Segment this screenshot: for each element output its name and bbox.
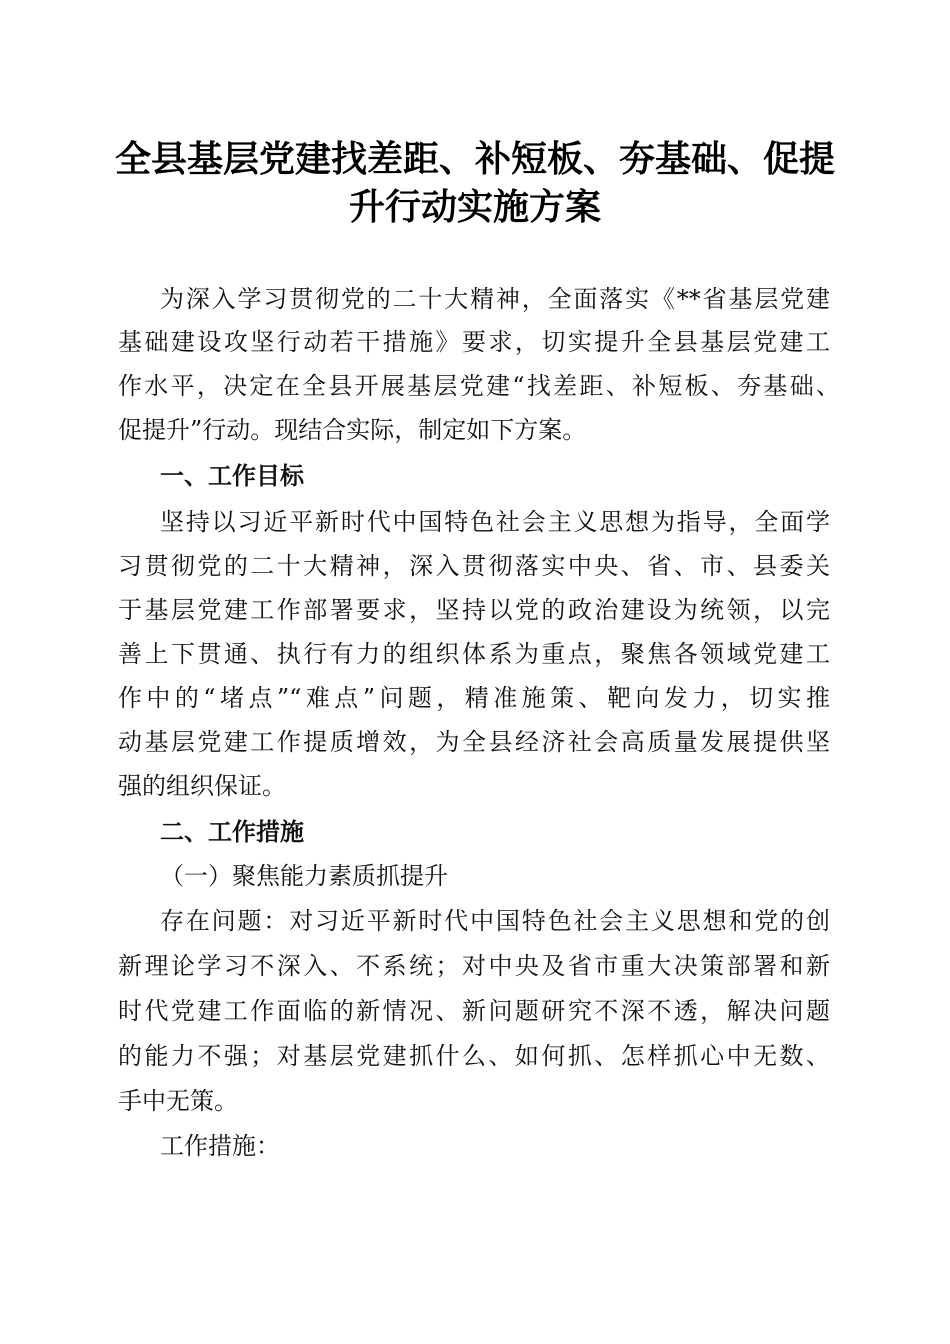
subsection-heading: （一）聚焦能力素质抓提升	[160, 862, 448, 890]
document-title-line-1: 全县基层党建找差距、补短板、夯基础、促提	[114, 138, 835, 180]
intro-line: 为深入学习贯彻党的二十大精神，全面落实《**省基层党建	[160, 285, 830, 313]
goals-line: 强的组织保证。	[118, 772, 286, 800]
measures-label: 工作措施：	[160, 1132, 280, 1160]
goals-line: 于基层党建工作部署要求，坚持以党的政治建设为统领，以完	[118, 596, 830, 624]
goals-line: 作中的“堵点”“难点”问题，精准施策、靶向发力，切实推	[118, 684, 830, 712]
problems-line: 时代党建工作面临的新情况、新问题研究不深不透，解决问题	[118, 997, 830, 1025]
document-title-line-2: 升行动实施方案	[348, 186, 601, 228]
problems-line: 新理论学习不深入、不系统；对中央及省市重大决策部署和新	[118, 952, 830, 980]
problems-line: 手中无策。	[118, 1087, 238, 1115]
problems-line: 的能力不强；对基层党建抓什么、如何抓、怎样抓心中无数、	[118, 1042, 830, 1070]
section-heading-measures: 二、工作措施	[160, 818, 304, 846]
goals-line: 习贯彻党的二十大精神，深入贯彻落实中央、省、市、县委关	[118, 552, 830, 580]
goals-line: 善上下贯通、执行有力的组织体系为重点，聚焦各领域党建工	[118, 640, 830, 668]
intro-line: 作水平，决定在全县开展基层党建“找差距、补短板、夯基础、	[118, 372, 840, 400]
section-heading-goals: 一、工作目标	[160, 462, 304, 490]
problems-line: 存在问题：对习近平新时代中国特色社会主义思想和党的创	[160, 907, 830, 935]
intro-line: 促提升”行动。现结合实际，制定如下方案。	[118, 416, 587, 444]
goals-line: 坚持以习近平新时代中国特色社会主义思想为指导，全面学	[160, 508, 830, 536]
intro-line: 基础建设攻坚行动若干措施》要求，切实提升全县基层党建工	[118, 328, 830, 356]
goals-line: 动基层党建工作提质增效，为全县经济社会高质量发展提供坚	[118, 728, 830, 756]
